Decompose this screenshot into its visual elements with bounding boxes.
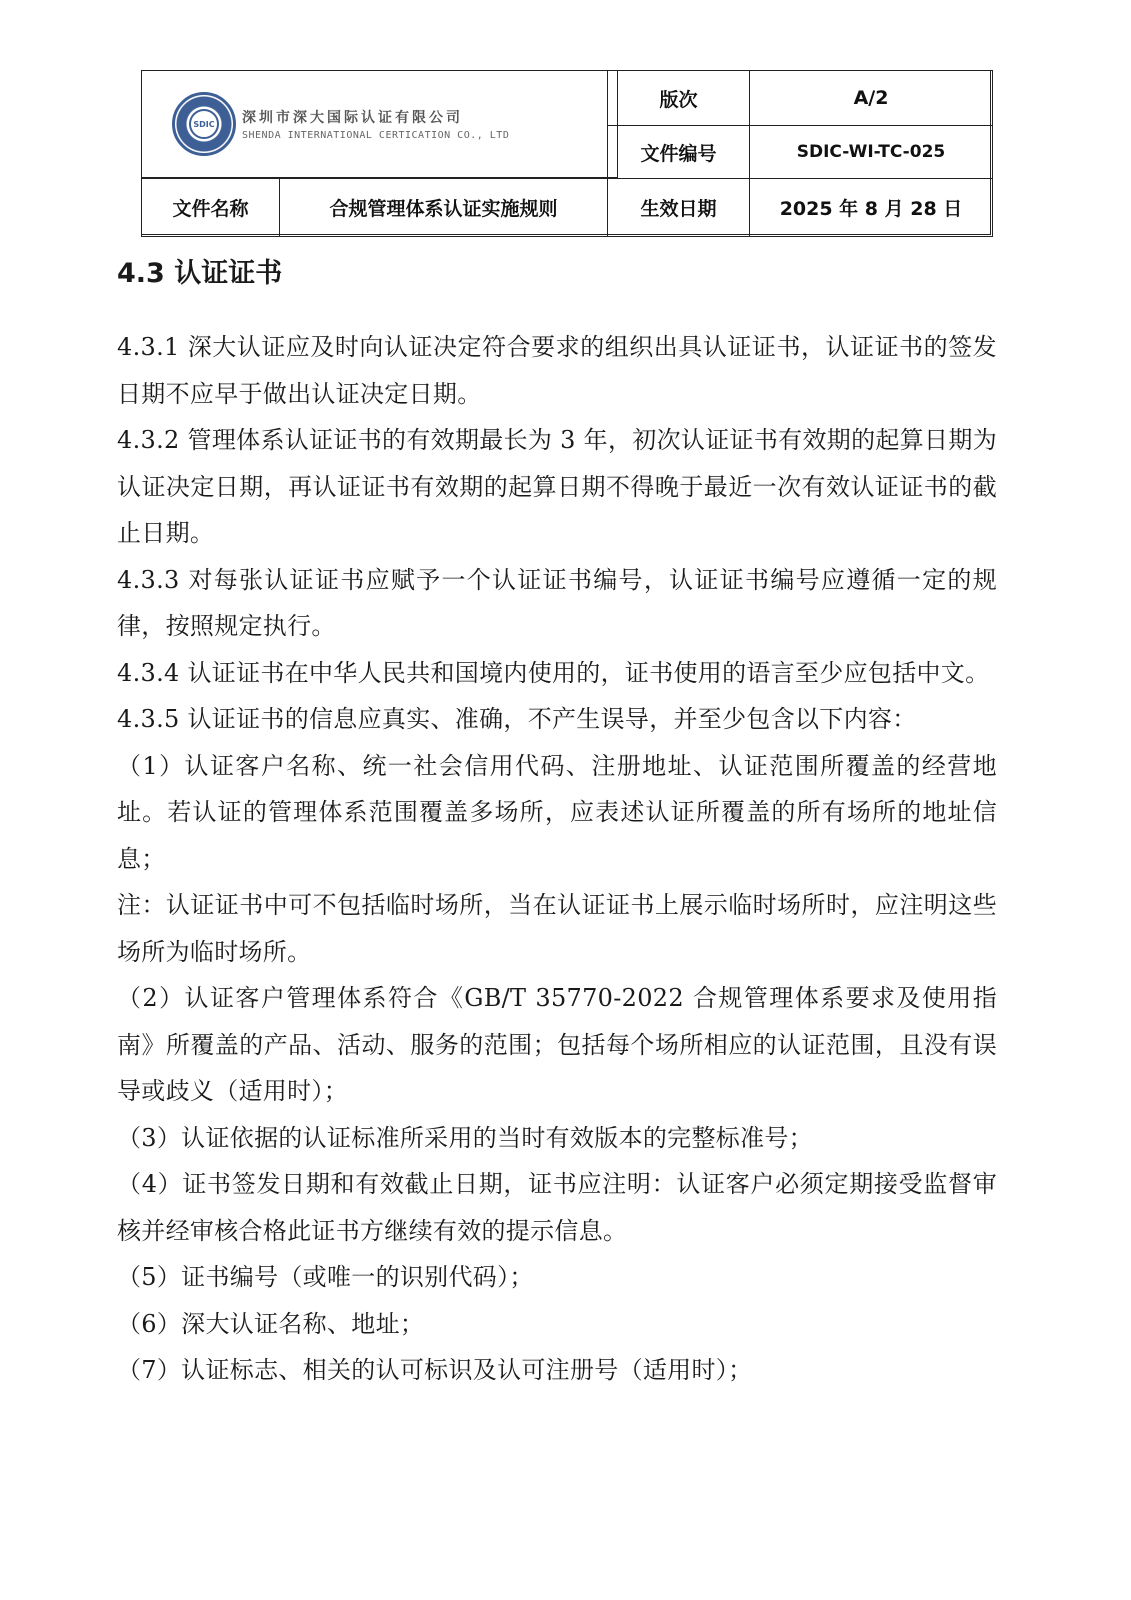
company-logo-icon: [172, 92, 236, 156]
doc-number-label: 文件编号: [607, 125, 750, 179]
document-body: [117, 252, 997, 1394]
effective-date-value: 2025 年 8 月 28 日: [749, 178, 993, 237]
company-name-en: SHENDA INTERNATIONAL CERTICATION CO., LTD: [242, 130, 510, 141]
company-name-cn: 深圳市深大国际认证有限公司: [242, 110, 463, 126]
list-item: （7）认证标志、相关的认可标识及认可注册号（适用时）；: [117, 1356, 753, 1384]
document-header-table: [141, 70, 991, 235]
section-title: 4.3 认证证书: [117, 258, 283, 289]
list-item: （3）认证依据的认证标准所采用的当时有效版本的完整标准号；: [117, 1123, 813, 1152]
list-item: （5）证书编号（或唯一的识别代码）；: [117, 1263, 534, 1291]
edition-value: A/2: [749, 70, 993, 126]
logo-abbr: SDIC: [189, 109, 219, 139]
company-logo-cell: [141, 70, 618, 178]
paragraph: 4.3.5 认证证书的信息应真实、准确，不产生误导，并至少包含以下内容：: [117, 705, 917, 733]
note: 注：认证证书中可不包括临时场所，当在认证证书上展示临时场所时，应注明这些场所为临时场所。: [117, 891, 997, 966]
list-item: （4）证书签发日期和有效截止日期，证书应注明：认证客户必须定期接受监督审核并经审核合格此证书方继续有效的提示信息。: [117, 1170, 997, 1245]
doc-number-value: SDIC-WI-TC-025: [749, 125, 993, 179]
edition-label: 版次: [607, 70, 750, 126]
paragraph: 4.3.2 管理体系认证证书的有效期最长为 3 年，初次认证证书有效期的起算日期为认证决定日期，再认证证书有效期的起算日期不得晚于最近一次有效认证证书的截止日期。: [117, 426, 997, 547]
paragraph: 4.3.3 对每张认证证书应赋予一个认证证书编号，认证证书编号应遵循一定的规律，按照规定执行。: [117, 565, 997, 640]
company-name-block: [242, 107, 509, 141]
doc-name-label: 文件名称: [141, 178, 280, 237]
list-item: （1）认证客户名称、统一社会信用代码、注册地址、认证范围所覆盖的经营地址。若认证的管理体系范围覆盖多场所，应表述认证所覆盖的所有场所的地址信息；: [117, 751, 997, 873]
doc-name-value: 合规管理体系认证实施规则: [279, 178, 608, 237]
list-item: （2）认证客户管理体系符合《GB/T 35770-2022 合规管理体系要求及使用指南》所覆盖的产品、活动、服务的范围；包括每个场所相应的认证范围，且没有误导或歧义（适用时）；: [117, 984, 997, 1105]
effective-date-label: 生效日期: [607, 178, 750, 237]
list-item: （6）深大认证名称、地址；: [117, 1309, 425, 1338]
paragraph: 4.3.4 认证证书在中华人民共和国境内使用的，证书使用的语言至少应包括中文。: [117, 658, 990, 687]
paragraph: 4.3.1 深大认证应及时向认证决定符合要求的组织出具认证证书，认证证书的签发日期不应早于做出认证决定日期。: [117, 333, 997, 408]
